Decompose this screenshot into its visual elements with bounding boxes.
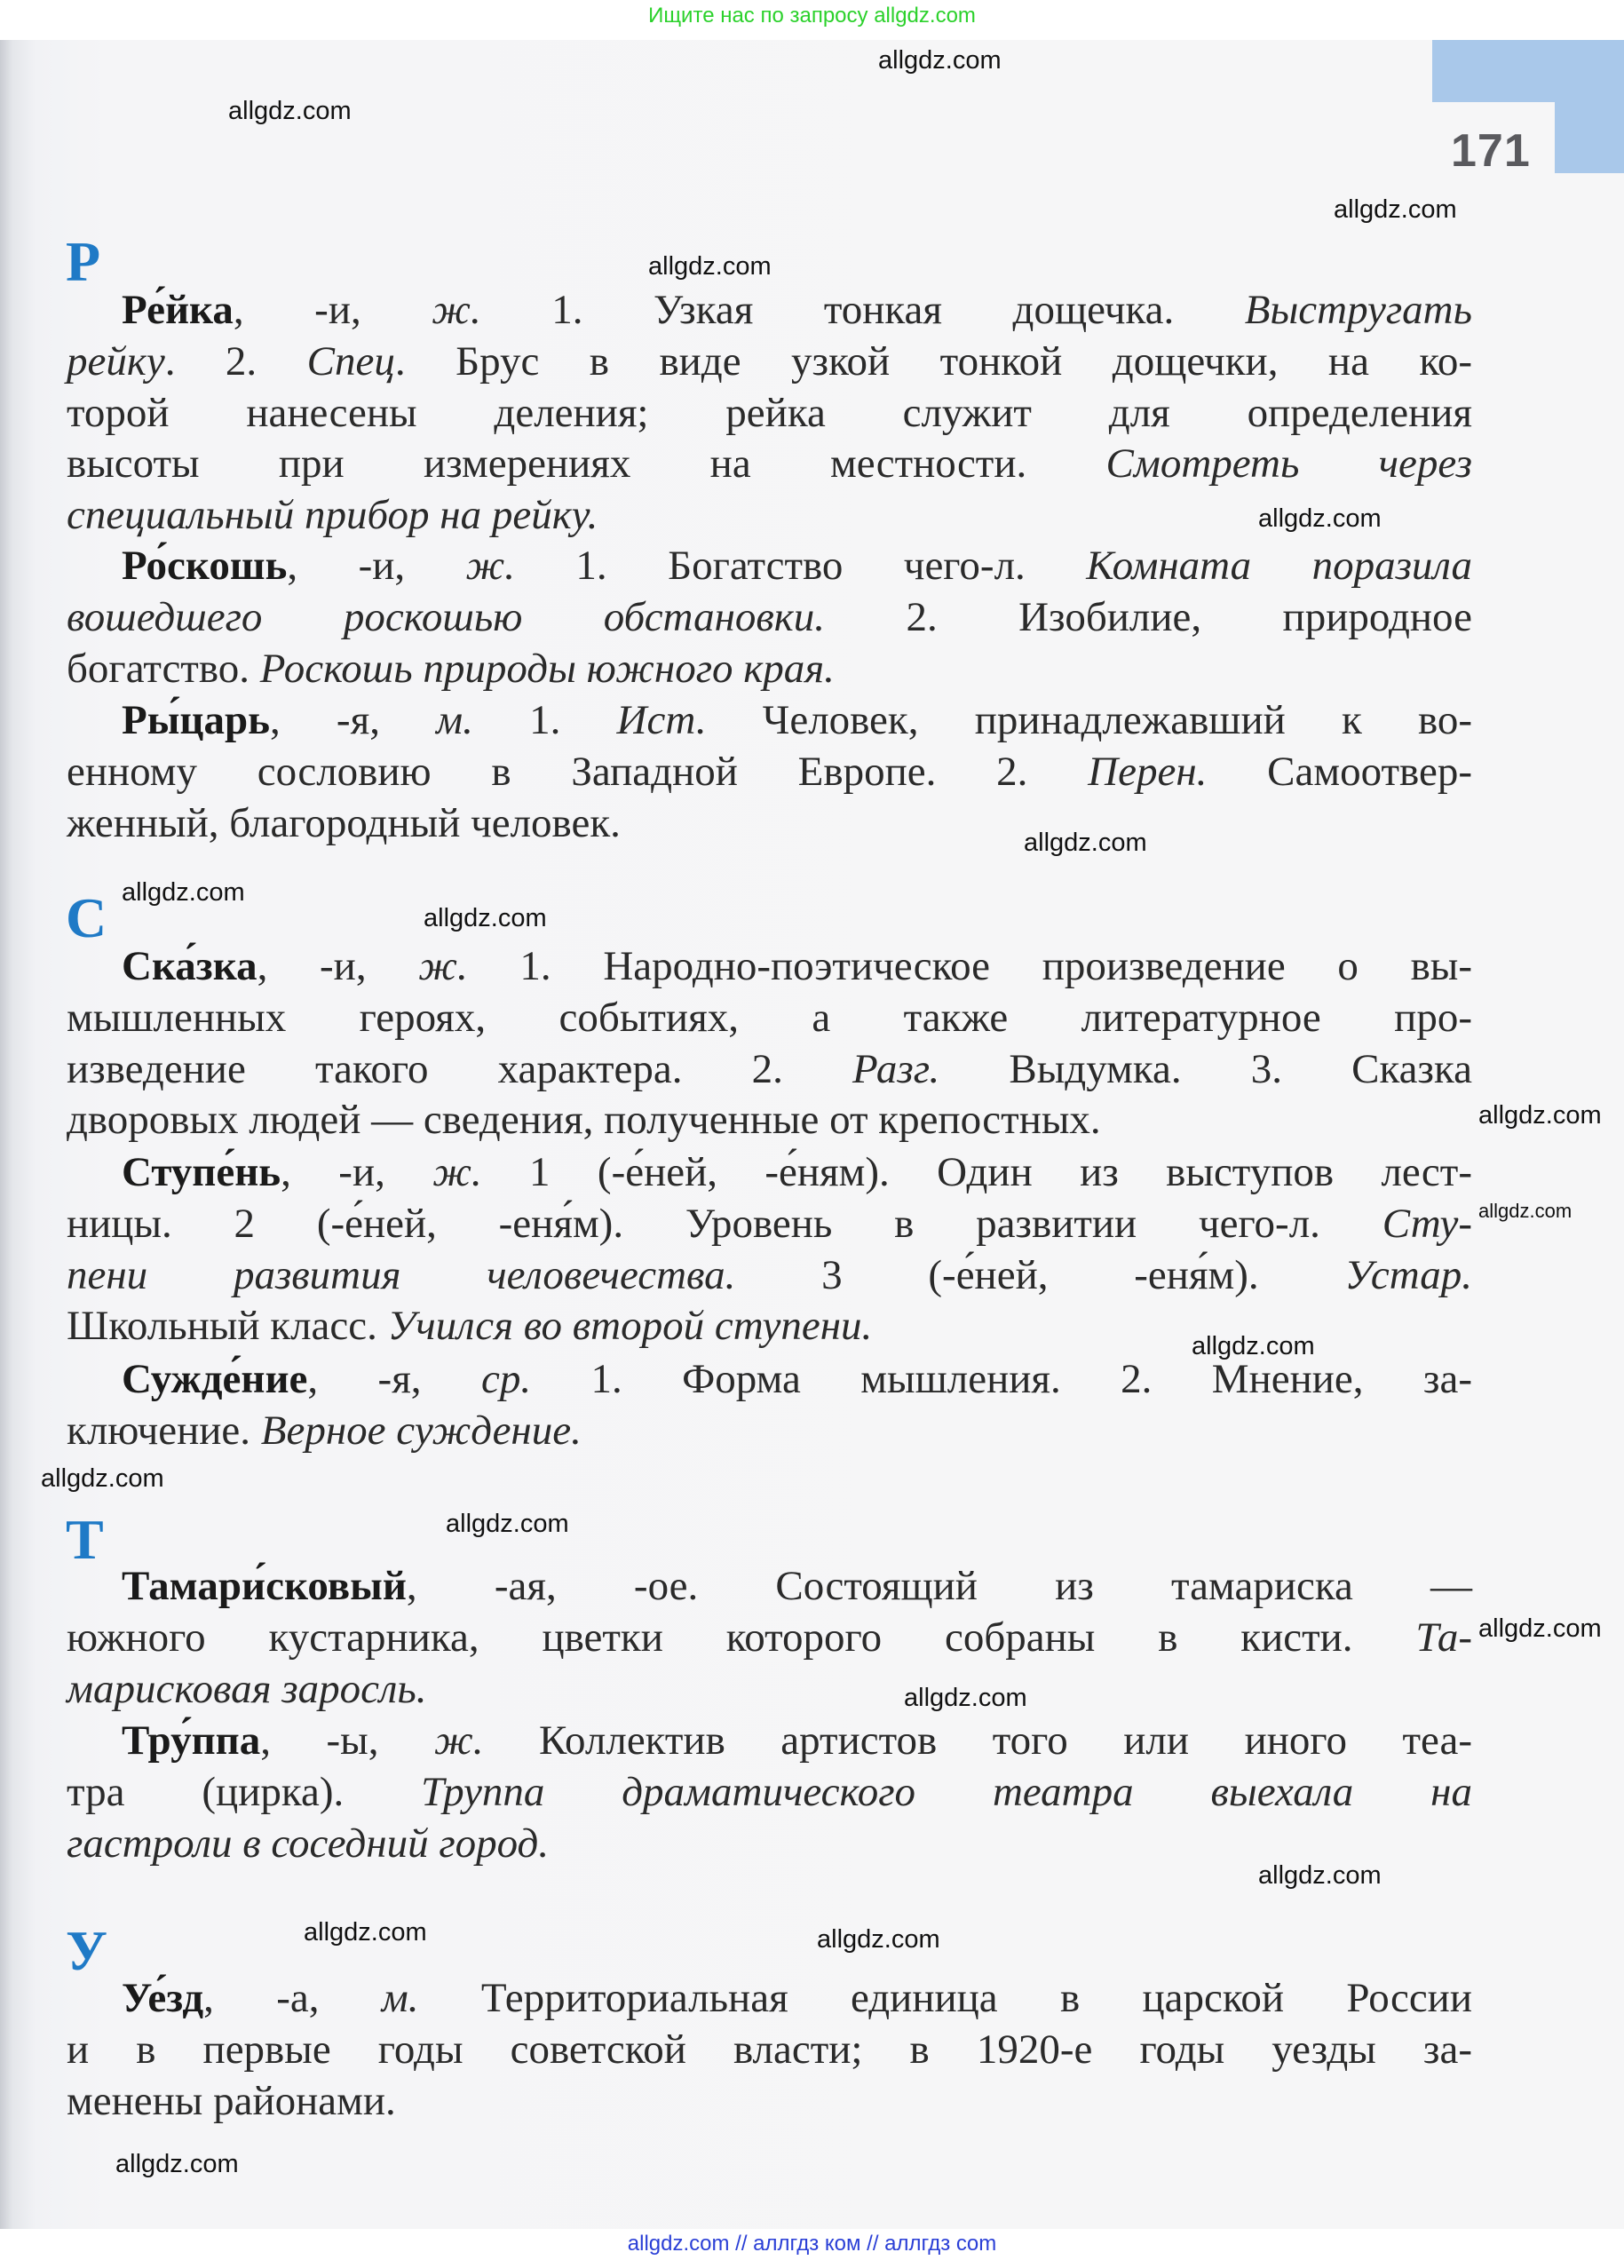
definition-text: . Брус в виде узкой тонкой дощечки, на ко- <box>394 337 1472 385</box>
italic-text: Труппа драматического театра выехала на <box>421 1768 1472 1815</box>
entry-truppa <box>67 1716 1472 1869</box>
definition-text: мышленных героях, событиях, а также литературное про- <box>67 994 1472 1041</box>
section-letter-t: Т <box>66 1508 104 1571</box>
definition-text: , -я, <box>269 697 437 743</box>
italic-text: ж. <box>432 287 481 333</box>
definition-text: ницы. 2 (-е́ней, -еня́м). Уровень в развитии чего-л. <box>67 1200 1382 1247</box>
definition-text: , -а, <box>203 1975 382 2021</box>
definition-text: Школьный класс. <box>67 1303 388 1350</box>
definition-text: Выдумка. 3. Сказка <box>939 1045 1472 1092</box>
italic-text: специальный прибор на рейку. <box>67 492 598 539</box>
entry-line <box>67 798 621 850</box>
entry-line <box>67 490 598 542</box>
italic-text: вошедшего роскошью обстановки. <box>67 593 826 640</box>
watermark: allgdz.com <box>1478 1101 1602 1130</box>
headword: Ро́скошь <box>122 543 288 589</box>
watermark: allgdz.com <box>878 46 1002 75</box>
watermark: allgdz.com <box>1478 1614 1602 1643</box>
section-letter-s: С <box>66 886 107 949</box>
entry-line <box>67 1044 1472 1096</box>
headword: Уе́зд <box>122 1975 204 2021</box>
definition-text: , -и, <box>233 287 432 333</box>
watermark: allgdz.com <box>1258 1861 1382 1890</box>
definition-text: , -и, <box>257 943 419 989</box>
section-letter-u: У <box>66 1919 107 1982</box>
definition-text: , -я, <box>307 1356 481 1402</box>
entry-line <box>67 941 1472 993</box>
watermark: allgdz.com <box>424 904 547 932</box>
definition-text: 2. Изобилие, природное <box>825 593 1472 640</box>
watermark: allgdz.com <box>115 2150 239 2178</box>
entry-line <box>67 388 1472 440</box>
italic-text: м. <box>436 697 473 743</box>
entry-line <box>67 993 1472 1044</box>
italic-text: марисковая заросль. <box>67 1665 427 1712</box>
italic-text: ж. <box>432 1149 482 1195</box>
entry-line <box>67 2025 1472 2076</box>
definition-text: 3 (-е́ней, -еня́м). <box>735 1251 1345 1298</box>
entry-line <box>67 2076 396 2128</box>
definition-text: . 2. <box>164 337 307 385</box>
entry-reyka <box>67 285 1472 542</box>
entry-line <box>67 747 1472 798</box>
watermark: allgdz.com <box>304 1918 427 1947</box>
definition-text: ключение. <box>67 1407 261 1454</box>
italic-text: Комната поразила <box>1086 543 1472 589</box>
italic-text: гастроли в соседний город. <box>67 1820 550 1867</box>
italic-text: Роскошь природы южного края. <box>259 645 835 692</box>
entry-line <box>67 541 1472 592</box>
page-number: 171 <box>1451 125 1531 177</box>
definition-text: 1. Узкая тонкая дощечка. <box>480 287 1245 333</box>
watermark: allgdz.com <box>41 1464 164 1493</box>
headword: Ска́зка <box>122 943 257 989</box>
definition-text: южного кустарника, цветки которого собраны в кисти. <box>67 1614 1416 1661</box>
entry-line <box>67 1664 427 1716</box>
entry-line <box>67 1406 582 1457</box>
italic-text: Разг. <box>852 1045 940 1092</box>
definition-text: женный, благородный человек. <box>67 799 621 846</box>
definition-text: , -ы, <box>260 1717 435 1764</box>
entry-line <box>67 644 835 695</box>
entry-line <box>67 337 1472 388</box>
page-tab-extension <box>1555 40 1624 173</box>
italic-text: Учился во второй ступени. <box>387 1303 873 1350</box>
italic-text: Ист. <box>616 697 707 743</box>
italic-text: Спец <box>306 337 395 385</box>
definition-text: Человек, принадлежавший к во- <box>706 697 1472 743</box>
headword: Ступе́нь <box>122 1149 281 1195</box>
headword: Тру́ппа <box>122 1717 261 1764</box>
italic-text: ср. <box>480 1356 532 1402</box>
definition-text: , -и, <box>281 1149 433 1195</box>
entry-line <box>67 1716 1472 1767</box>
definition-text: торой нанесены деления; рейка служит для определения <box>67 389 1472 436</box>
entry-tamariskovy <box>67 1561 1472 1715</box>
entry-roskosh <box>67 541 1472 694</box>
italic-text: ж. <box>434 1717 484 1764</box>
italic-text: Выстругать <box>1244 287 1473 333</box>
entry-line <box>67 1199 1472 1250</box>
definition-text: Территориальная единица в царской России <box>418 1975 1472 2021</box>
entry-skazka <box>67 941 1472 1146</box>
entry-line <box>67 1147 1472 1199</box>
definition-text: 1. Форма мышления. 2. Мнение, за- <box>531 1356 1472 1402</box>
headword: Сужде́ние <box>122 1356 308 1402</box>
entry-line <box>67 285 1472 337</box>
italic-text: ж. <box>418 943 468 989</box>
definition-text: Коллектив артистов того или иного теа- <box>483 1717 1472 1764</box>
italic-text: Перен. <box>1088 748 1208 795</box>
watermark: allgdz.com <box>817 1925 940 1954</box>
italic-text: Сту- <box>1382 1200 1472 1247</box>
watermark: allgdz.com <box>228 97 352 125</box>
headword: Тамари́сковый <box>122 1563 407 1609</box>
definition-text: 1. Богатство чего-л. <box>515 543 1087 589</box>
section-letter-r: Р <box>66 230 101 293</box>
entry-line <box>67 695 1472 747</box>
entry-line <box>67 439 1472 490</box>
italic-text: Та- <box>1415 1614 1472 1661</box>
entry-line <box>67 1819 549 1870</box>
watermark: allgdz.com <box>904 1684 1027 1712</box>
entry-rytsar <box>67 695 1472 849</box>
watermark: allgdz.com <box>1192 1332 1315 1360</box>
italic-text: Смотреть через <box>1105 440 1472 488</box>
entry-suzhdenie <box>67 1354 1472 1457</box>
entry-line <box>67 1767 1472 1819</box>
definition-text: , -и, <box>287 543 466 589</box>
watermark: allgdz.com <box>648 252 772 281</box>
definition-text: и в первые годы советской власти; в 1920-е годы уезды за- <box>67 2026 1472 2073</box>
watermark: allgdz.com <box>446 1510 569 1538</box>
entry-line <box>67 1095 1101 1146</box>
definition-text: , -ая, -ое. Состоящий из тамариска — <box>406 1563 1472 1609</box>
italic-text: ж. <box>465 543 516 589</box>
entry-line <box>67 1613 1472 1664</box>
watermark: allgdz.com <box>1478 1200 1573 1222</box>
definition-text: 1. <box>472 697 617 743</box>
entry-stupen <box>67 1147 1472 1352</box>
definition-text: изведение такого характера. 2. <box>67 1045 852 1092</box>
bottom-banner[interactable]: allgdz.com // аллгдз ком // аллгдз com <box>627 2232 997 2256</box>
italic-text: Устар. <box>1344 1251 1472 1298</box>
watermark: allgdz.com <box>1258 504 1382 533</box>
headword: Ре́йка <box>122 287 234 333</box>
definition-text: дворовых людей — сведения, полученные от крепостных. <box>67 1097 1101 1144</box>
definition-text: богатство. <box>67 645 260 692</box>
italic-text: м. <box>381 1975 419 2021</box>
definition-text: 1. Народно-поэтическое произведение о вы- <box>467 943 1472 989</box>
watermark: allgdz.com <box>122 878 245 907</box>
definition-text: енному сословию в Западной Европе. 2. <box>67 748 1089 795</box>
definition-text: менены районами. <box>67 2077 396 2124</box>
italic-text: пени развития человечества. <box>67 1251 736 1298</box>
definition-text: тра (цирка). <box>67 1768 422 1815</box>
entry-line <box>67 1301 872 1352</box>
top-banner[interactable]: Ищите нас по запросу allgdz.com <box>648 4 976 28</box>
entry-line <box>67 1354 1472 1406</box>
entry-line <box>67 1250 1472 1302</box>
headword: Ры́царь <box>122 697 270 743</box>
italic-text: Верное суждение. <box>260 1407 582 1454</box>
watermark: allgdz.com <box>1334 195 1457 224</box>
entry-line <box>67 592 1472 644</box>
italic-text: рейку <box>67 337 165 385</box>
entry-uezd <box>67 1973 1472 2127</box>
definition-text: Самоотвер- <box>1207 748 1472 795</box>
definition-text: 1 (-е́ней, -е́ням). Один из выступов лест- <box>481 1149 1472 1195</box>
definition-text: высоты при измерениях на местности. <box>67 440 1106 488</box>
watermark: allgdz.com <box>1024 829 1147 857</box>
entry-line <box>67 1561 1472 1613</box>
entry-line <box>67 1973 1472 2025</box>
